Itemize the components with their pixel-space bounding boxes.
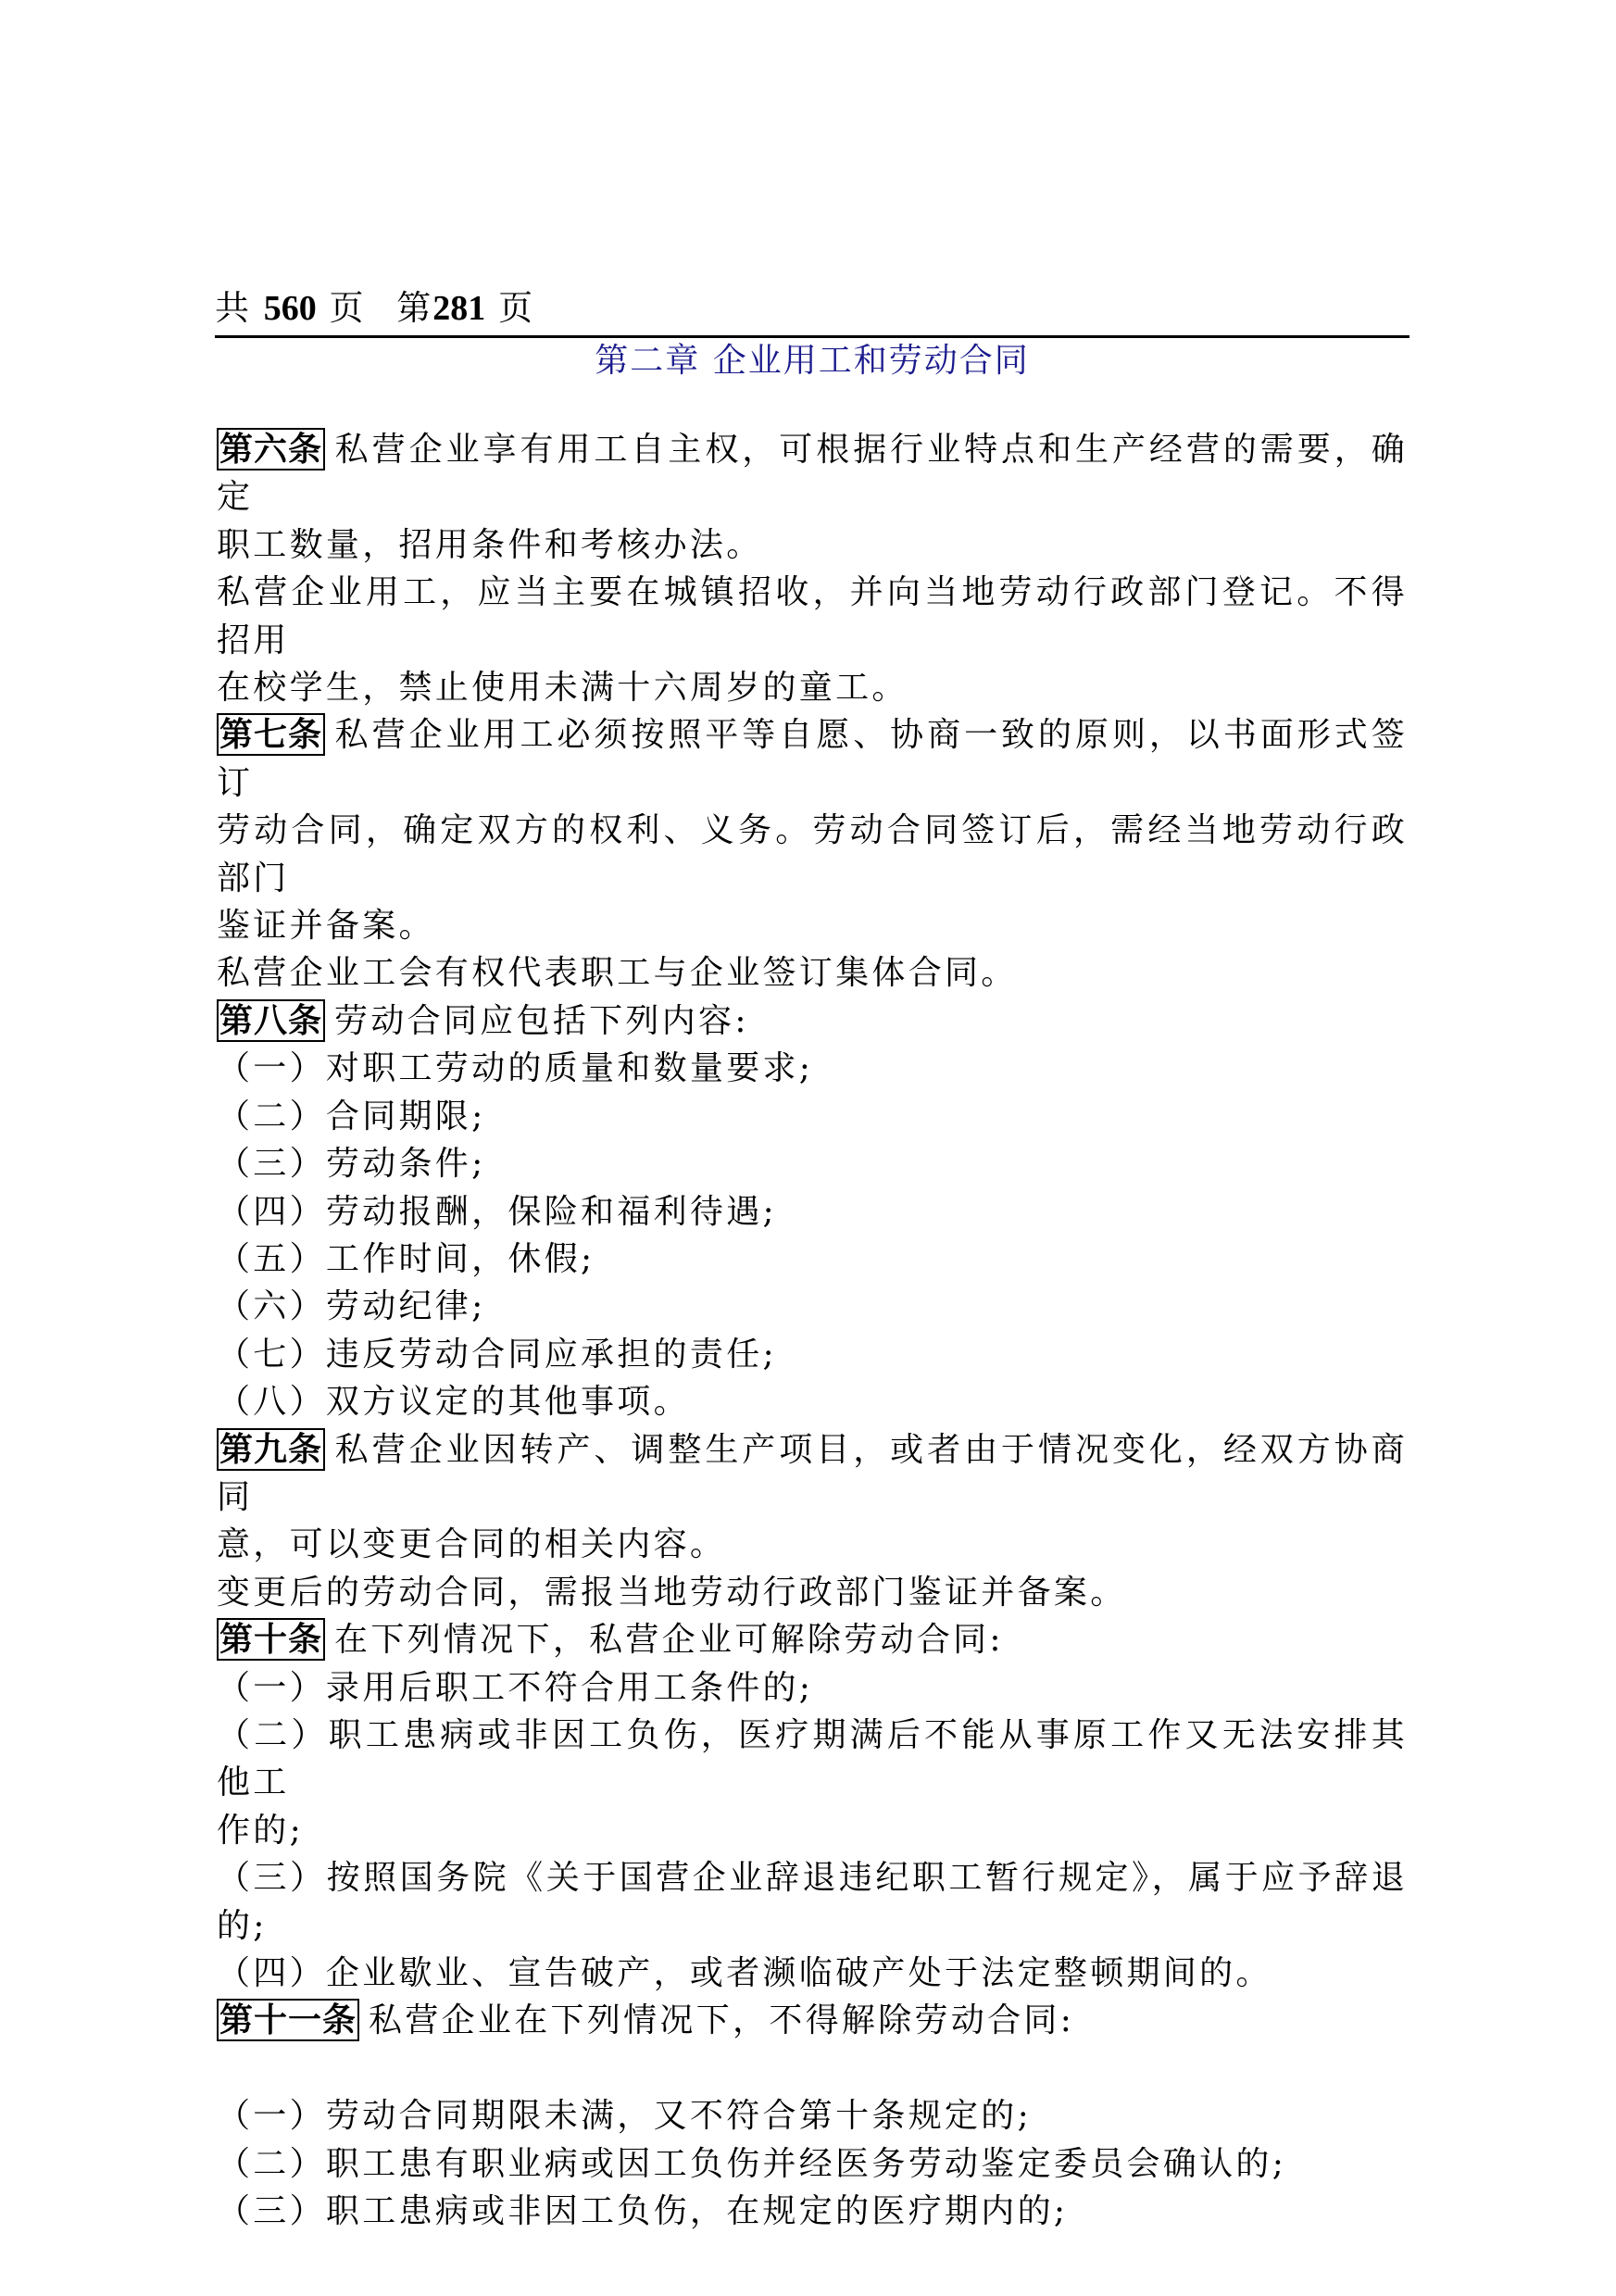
article-10-item: （四）企业歇业、宣告破产，或者濒临破产处于法定整顿期间的。 <box>217 1954 1272 1992</box>
article-6-text-4: 在校学生，禁止使用未满十六周岁的童工。 <box>217 669 908 708</box>
document-body <box>217 426 1408 2235</box>
article-11-label: 第十一条 <box>217 1999 359 2041</box>
article-6-text-1: 私营企业享有用工自主权，可根据行业特点和生产经营的需要，确定 <box>217 431 1408 517</box>
article-11-intro: 私营企业在下列情况下，不得解除劳动合同: <box>369 2001 1075 2040</box>
article-9-label: 第九条 <box>217 1428 325 1471</box>
total-suffix: 页 <box>329 288 366 328</box>
article-8-item: （一）对职工劳动的质量和数量要求; <box>217 1049 814 1088</box>
article-6-label: 第六条 <box>217 428 325 470</box>
article-6-text-3: 私营企业用工，应当主要在城镇招收，并向当地劳动行政部门登记。不得招用 <box>217 573 1408 659</box>
blank-line <box>217 2045 1408 2092</box>
article-8-line <box>217 997 1408 1045</box>
article-7-text-2: 劳动合同，确定双方的权利、义务。劳动合同签订后，需经当地劳动行政部门 <box>217 811 1408 897</box>
article-7-text-1: 私营企业用工必须按照平等自愿、协商一致的原则，以书面形式签订 <box>217 716 1408 802</box>
chapter-title: 第二章 企业用工和劳动合同 <box>595 342 1030 380</box>
article-8-item: （七）违反劳动合同应承担的责任; <box>217 1335 777 1374</box>
article-10-line <box>217 1616 1408 1663</box>
article-9-text-2: 意，可以变更合同的相关内容。 <box>217 1525 727 1564</box>
article-7-line <box>217 711 1408 807</box>
article-8-item: （四）劳动报酬，保险和福利待遇; <box>217 1192 777 1231</box>
total-prefix: 共 <box>215 288 251 328</box>
article-11-line <box>217 1997 1408 2044</box>
article-9-text-1: 私营企业因转产、调整生产项目，或者由于情况变化，经双方协商同 <box>217 1430 1408 1516</box>
article-11-item: （三）职工患病或非因工负伤，在规定的医疗期内的; <box>217 2192 1069 2231</box>
article-8-item: （二）合同期限; <box>217 1097 486 1135</box>
article-10-label: 第十条 <box>217 1618 325 1661</box>
article-8-item: （五）工作时间，休假; <box>217 1239 595 1278</box>
article-10-item: 作的; <box>217 1811 305 1850</box>
article-9-text-3: 变更后的劳动合同，需报当地劳动行政部门鉴证并备案。 <box>217 1573 1127 1612</box>
article-7-text-4: 私营企业工会有权代表职工与企业签订集体合同。 <box>217 954 1018 993</box>
article-8-intro: 劳动合同应包括下列内容: <box>334 1001 749 1040</box>
article-10-item: （一）录用后职工不符合用工条件的; <box>217 1668 814 1707</box>
article-10-item: （二）职工患病或非因工负伤，医疗期满后不能从事原工作又无法安排其他工 <box>217 1715 1408 1802</box>
article-7-label: 第七条 <box>217 713 325 756</box>
article-10-item: （三）按照国务院《关于国营企业辞退违纪职工暂行规定》，属于应予辞退的; <box>217 1859 1408 1945</box>
page-header <box>215 282 1409 338</box>
article-8-item: （三）劳动条件; <box>217 1145 486 1184</box>
article-7-text-3: 鉴证并备案。 <box>217 907 435 946</box>
article-11-item: （一）劳动合同期限未满，又不符合第十条规定的; <box>217 2097 1033 2136</box>
article-8-item: （八）双方议定的其他事项。 <box>217 1383 690 1422</box>
article-6-line <box>217 426 1408 521</box>
article-10-intro: 在下列情况下，私营企业可解除劳动合同: <box>334 1621 1004 1660</box>
total-pages: 560 <box>263 289 317 328</box>
article-8-item: （六）劳动纪律; <box>217 1287 486 1326</box>
article-9-line <box>217 1426 1408 1522</box>
current-prefix: 第 <box>396 288 433 328</box>
article-11-item: （二）职工患有职业病或因工负伤并经医务劳动鉴定委员会确认的; <box>217 2144 1287 2183</box>
article-6-text-2: 职工数量，招用条件和考核办法。 <box>217 525 763 564</box>
current-page: 281 <box>432 289 486 328</box>
article-8-label: 第八条 <box>217 999 325 1042</box>
current-suffix: 页 <box>498 288 535 328</box>
